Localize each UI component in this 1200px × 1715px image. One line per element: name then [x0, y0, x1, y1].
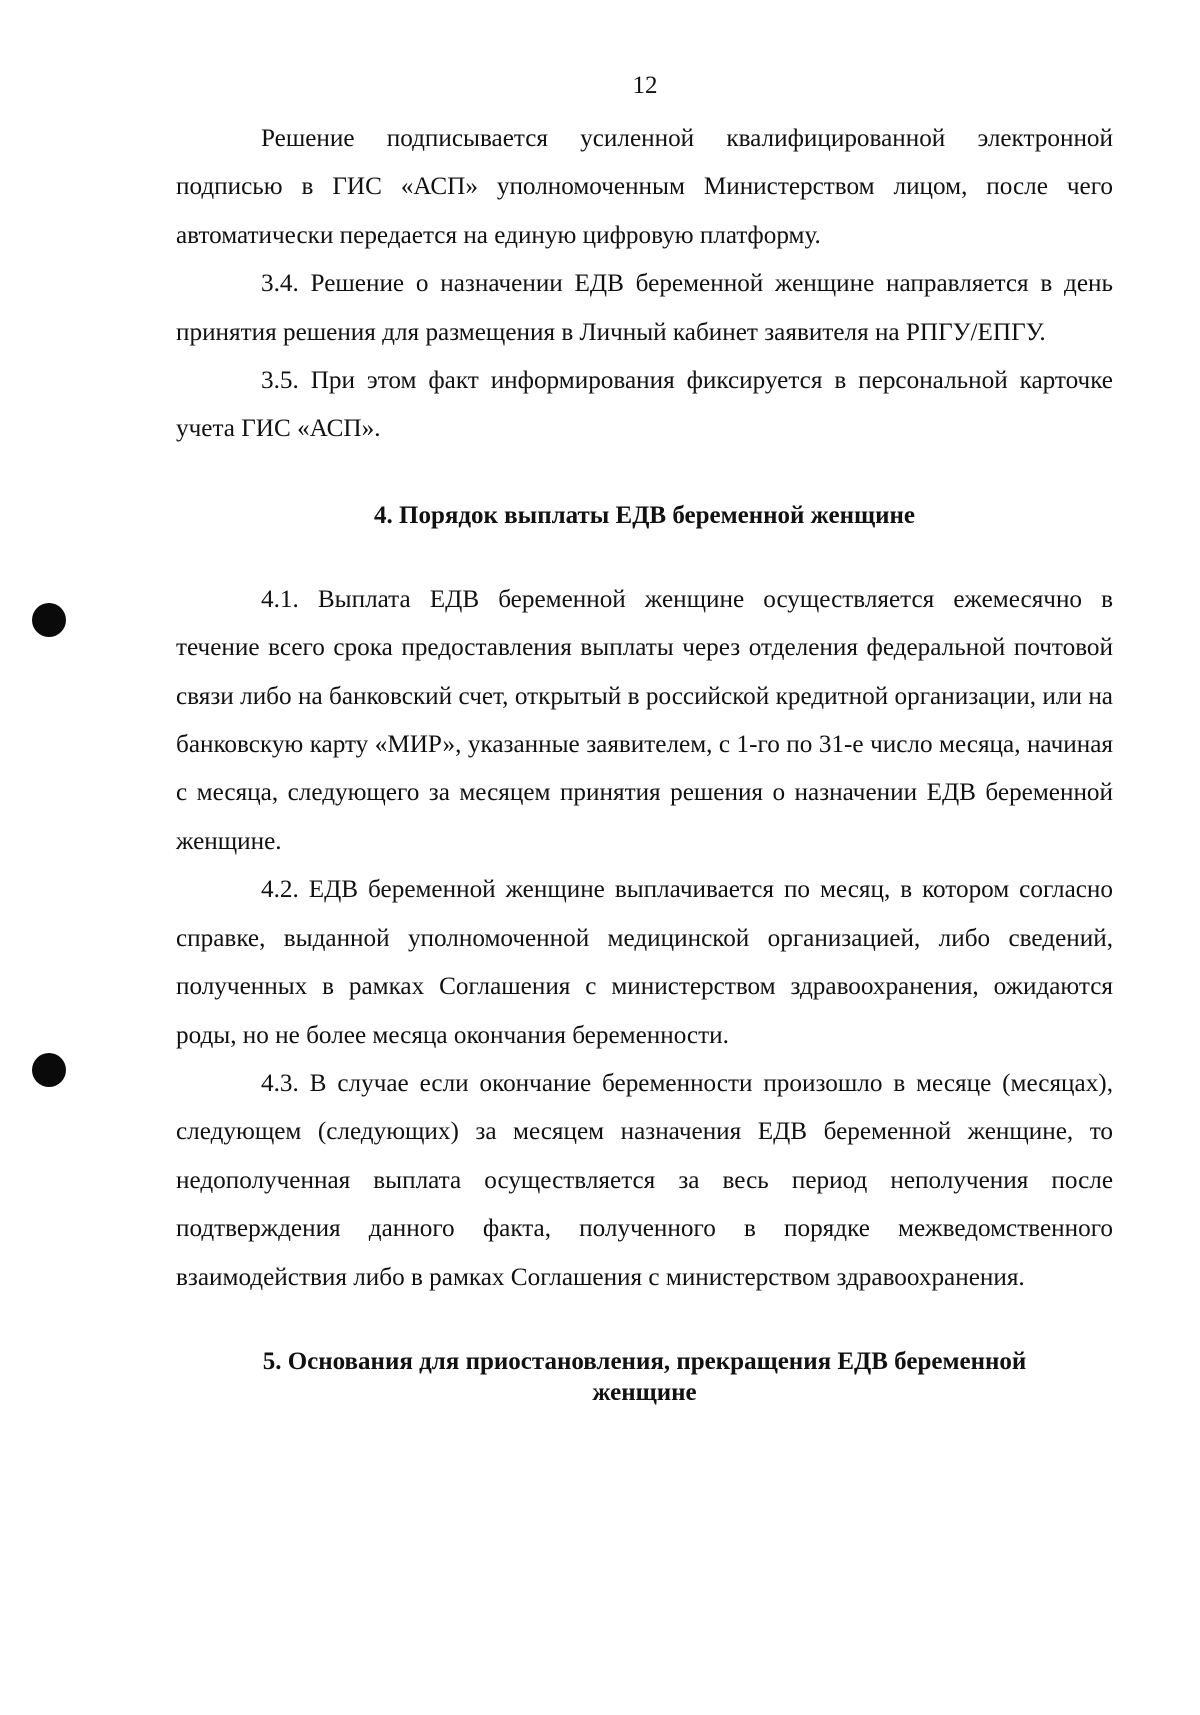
paragraph-4-3: 4.3. В случае если окончание беременности произошло в месяце (месяцах), следующем (следующих) за месяцем назначения ЕДВ беременной женщине, то недополученная выплата осуществляется за весь период неполучения после подтверждения данного факта, полученного в порядке межведомственного взаимодействия либо в рамках Соглашения с министерством здравоохранения.	[176, 1069, 1113, 1291]
document-body	[176, 115, 1113, 1408]
paragraph-3-4: 3.4. Решение о назначении ЕДВ беременной женщине направляется в день принятия решения для размещения в Личный кабинет заявителя на РПГУ/ЕПГУ.	[176, 270, 1113, 346]
section-4-heading: 4. Порядок выплаты ЕДВ беременной женщине	[374, 501, 915, 529]
paragraph-4-1: 4.1. Выплата ЕДВ беременной женщине осуществляется ежемесячно в течение всего срока предоставления выплаты через отделения федеральной почтовой связи либо на банковский счет, открытый в российской кредитной организации, или на банковскую карту «МИР», указанные заявителем, с 1-го по 31-е число месяца, начиная с месяца, следующего за месяцем принятия решения о назначении ЕДВ беременной женщине.	[176, 585, 1113, 855]
page-number: 12	[632, 72, 658, 99]
section-5-heading: 5. Основания для приостановления, прекращения ЕДВ беременной женщине	[262, 1347, 1027, 1406]
paragraph-3-5: 3.5. При этом факт информирования фиксируется в персональной карточке учета ГИС «АСП».	[176, 367, 1113, 443]
punch-hole-mark	[32, 1053, 66, 1087]
punch-hole-mark	[32, 603, 66, 637]
paragraph-decision-signature: Решение подписывается усиленной квалифицированной электронной подписью в ГИС «АСП» уполномоченным Министерством лицом, после чего автоматически передается на единую цифровую платформу.	[176, 125, 1113, 249]
paragraph-4-2: 4.2. ЕДВ беременной женщине выплачивается по месяц, в котором согласно справке, выданной уполномоченной медицинской организацией, либо сведений, полученных в рамках Соглашения с министерством здравоохранения, ожидаются роды, но не более месяца окончания беременности.	[176, 876, 1113, 1049]
